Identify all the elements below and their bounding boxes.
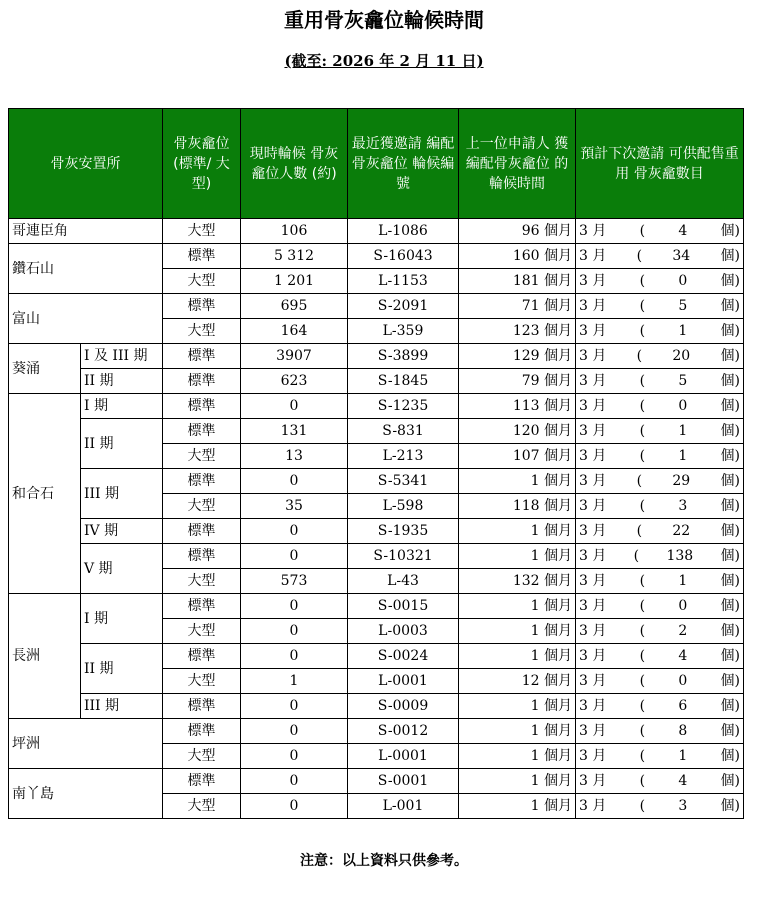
next-month: 3 月 bbox=[579, 673, 607, 689]
unit-close: 個) bbox=[720, 448, 740, 464]
cell-time: 1 個月 bbox=[459, 519, 576, 544]
cell-type: 大型 bbox=[163, 569, 241, 594]
next-month: 3 月 bbox=[579, 523, 607, 539]
table-row bbox=[9, 394, 744, 419]
cell-type: 標準 bbox=[163, 694, 241, 719]
next-count: 0 bbox=[678, 673, 688, 689]
columbarium-table bbox=[8, 108, 744, 819]
cell-next bbox=[576, 719, 744, 744]
cell-type: 標準 bbox=[163, 294, 241, 319]
unit-close: 個) bbox=[720, 623, 740, 639]
phase-name: I 及 III 期 bbox=[81, 344, 163, 369]
next-month: 3 月 bbox=[579, 273, 607, 289]
unit-close: 個) bbox=[720, 598, 740, 614]
phase-name: II 期 bbox=[81, 419, 163, 469]
cell-latest: L-598 bbox=[348, 494, 459, 519]
cell-next bbox=[576, 594, 744, 619]
cell-next bbox=[576, 519, 744, 544]
cell-latest: L-0001 bbox=[348, 744, 459, 769]
cell-latest: L-0003 bbox=[348, 619, 459, 644]
cell-next bbox=[576, 294, 744, 319]
cell-latest: S-5341 bbox=[348, 469, 459, 494]
cell-latest: L-1086 bbox=[348, 219, 459, 244]
cell-waiting: 0 bbox=[241, 594, 348, 619]
unit-close: 個) bbox=[720, 698, 740, 714]
cell-type: 標準 bbox=[163, 544, 241, 569]
cell-time: 129 個月 bbox=[459, 344, 576, 369]
phase-name: I 期 bbox=[81, 394, 163, 419]
cell-time: 1 個月 bbox=[459, 794, 576, 819]
cell-latest: S-1845 bbox=[348, 369, 459, 394]
cell-waiting: 695 bbox=[241, 294, 348, 319]
next-count: 8 bbox=[678, 723, 688, 739]
cell-latest: S-10321 bbox=[348, 544, 459, 569]
next-count: 4 bbox=[678, 223, 688, 239]
unit-close: 個) bbox=[720, 223, 740, 239]
next-count: 1 bbox=[678, 323, 688, 339]
unit-close: 個) bbox=[720, 673, 740, 689]
phase-name: II 期 bbox=[81, 369, 163, 394]
next-month: 3 月 bbox=[579, 723, 607, 739]
next-count: 138 bbox=[666, 548, 694, 564]
cell-latest: S-2091 bbox=[348, 294, 459, 319]
site-name: 葵涌 bbox=[9, 344, 81, 394]
cell-next bbox=[576, 394, 744, 419]
site-name: 富山 bbox=[9, 294, 163, 344]
cell-waiting: 0 bbox=[241, 544, 348, 569]
unit-close: 個) bbox=[720, 798, 740, 814]
unit-close: 個) bbox=[720, 323, 740, 339]
cell-type: 標準 bbox=[163, 469, 241, 494]
unit-open: ( bbox=[639, 573, 646, 589]
cell-waiting: 106 bbox=[241, 219, 348, 244]
header-latest: 最近獲邀請 編配骨灰龕位 輪候編號 bbox=[348, 109, 459, 219]
table-row bbox=[9, 644, 744, 669]
cell-next bbox=[576, 569, 744, 594]
next-month: 3 月 bbox=[579, 448, 607, 464]
table-row bbox=[9, 419, 744, 444]
next-count: 0 bbox=[678, 398, 688, 414]
cell-waiting: 0 bbox=[241, 619, 348, 644]
next-month: 3 月 bbox=[579, 223, 607, 239]
cell-waiting: 164 bbox=[241, 319, 348, 344]
cell-next bbox=[576, 219, 744, 244]
cell-time: 1 個月 bbox=[459, 744, 576, 769]
next-month: 3 月 bbox=[579, 398, 607, 414]
next-count: 34 bbox=[672, 248, 691, 264]
cell-type: 大型 bbox=[163, 794, 241, 819]
cell-time: 79 個月 bbox=[459, 369, 576, 394]
cell-time: 120 個月 bbox=[459, 419, 576, 444]
next-month: 3 月 bbox=[579, 473, 607, 489]
unit-open: ( bbox=[639, 448, 646, 464]
unit-open: ( bbox=[639, 273, 646, 289]
unit-close: 個) bbox=[720, 523, 740, 539]
phase-name: V 期 bbox=[81, 544, 163, 594]
cell-latest: S-0012 bbox=[348, 719, 459, 744]
unit-open: ( bbox=[633, 548, 640, 564]
unit-close: 個) bbox=[720, 723, 740, 739]
unit-open: ( bbox=[639, 623, 646, 639]
cell-next bbox=[576, 644, 744, 669]
cell-waiting: 623 bbox=[241, 369, 348, 394]
cell-latest: L-43 bbox=[348, 569, 459, 594]
unit-close: 個) bbox=[720, 298, 740, 314]
cell-time: 1 個月 bbox=[459, 469, 576, 494]
cell-waiting: 0 bbox=[241, 769, 348, 794]
unit-open: ( bbox=[639, 598, 646, 614]
unit-close: 個) bbox=[720, 648, 740, 664]
cell-time: 12 個月 bbox=[459, 669, 576, 694]
table-row bbox=[9, 219, 744, 244]
header-site: 骨灰安置所 bbox=[9, 109, 163, 219]
unit-open: ( bbox=[639, 723, 646, 739]
cell-waiting: 35 bbox=[241, 494, 348, 519]
next-count: 20 bbox=[672, 348, 691, 364]
next-month: 3 月 bbox=[579, 498, 607, 514]
table-row bbox=[9, 469, 744, 494]
cell-latest: L-1153 bbox=[348, 269, 459, 294]
next-count: 1 bbox=[678, 748, 688, 764]
cell-type: 標準 bbox=[163, 769, 241, 794]
phase-name: III 期 bbox=[81, 694, 163, 719]
cell-waiting: 0 bbox=[241, 644, 348, 669]
cell-latest: S-1935 bbox=[348, 519, 459, 544]
cell-time: 1 個月 bbox=[459, 544, 576, 569]
next-count: 5 bbox=[678, 373, 688, 389]
header-waiting: 現時輪候 骨灰龕位人數 (約) bbox=[241, 109, 348, 219]
next-month: 3 月 bbox=[579, 323, 607, 339]
cell-time: 1 個月 bbox=[459, 769, 576, 794]
cell-type: 大型 bbox=[163, 219, 241, 244]
next-count: 3 bbox=[678, 798, 688, 814]
unit-open: ( bbox=[639, 398, 646, 414]
unit-close: 個) bbox=[720, 273, 740, 289]
phase-name: IV 期 bbox=[81, 519, 163, 544]
cell-latest: L-0001 bbox=[348, 669, 459, 694]
cell-next bbox=[576, 619, 744, 644]
cell-time: 132 個月 bbox=[459, 569, 576, 594]
unit-open: ( bbox=[639, 673, 646, 689]
next-month: 3 月 bbox=[579, 623, 607, 639]
cell-time: 118 個月 bbox=[459, 494, 576, 519]
page-title: 重用骨灰龕位輪候時間 bbox=[284, 8, 484, 32]
header-time: 上一位申請人 獲編配骨灰龕位 的輪候時間 bbox=[459, 109, 576, 219]
next-month: 3 月 bbox=[579, 773, 607, 789]
unit-open: ( bbox=[639, 698, 646, 714]
next-count: 29 bbox=[672, 473, 691, 489]
unit-close: 個) bbox=[720, 423, 740, 439]
unit-open: ( bbox=[639, 323, 646, 339]
cell-time: 123 個月 bbox=[459, 319, 576, 344]
cell-waiting: 0 bbox=[241, 694, 348, 719]
table-row bbox=[9, 294, 744, 319]
cell-next bbox=[576, 444, 744, 469]
next-month: 3 月 bbox=[579, 373, 607, 389]
unit-open: ( bbox=[636, 523, 643, 539]
cell-type: 標準 bbox=[163, 244, 241, 269]
table-row bbox=[9, 244, 744, 269]
cell-latest: S-0009 bbox=[348, 694, 459, 719]
next-month: 3 月 bbox=[579, 573, 607, 589]
table-row bbox=[9, 344, 744, 369]
cell-latest: L-359 bbox=[348, 319, 459, 344]
unit-open: ( bbox=[636, 348, 643, 364]
table-row bbox=[9, 594, 744, 619]
unit-open: ( bbox=[636, 473, 643, 489]
cell-next bbox=[576, 494, 744, 519]
unit-close: 個) bbox=[720, 748, 740, 764]
unit-open: ( bbox=[639, 423, 646, 439]
cell-time: 107 個月 bbox=[459, 444, 576, 469]
cell-latest: S-1235 bbox=[348, 394, 459, 419]
cell-time: 1 個月 bbox=[459, 594, 576, 619]
site-name: 鑽石山 bbox=[9, 244, 163, 294]
next-month: 3 月 bbox=[579, 648, 607, 664]
footnote: 注意：以上資料只供參考。 bbox=[300, 853, 468, 869]
cell-time: 1 個月 bbox=[459, 644, 576, 669]
unit-open: ( bbox=[639, 798, 646, 814]
table-row bbox=[9, 694, 744, 719]
unit-open: ( bbox=[639, 223, 646, 239]
unit-open: ( bbox=[639, 648, 646, 664]
cell-time: 113 個月 bbox=[459, 394, 576, 419]
cell-next bbox=[576, 344, 744, 369]
cell-time: 96 個月 bbox=[459, 219, 576, 244]
unit-open: ( bbox=[639, 298, 646, 314]
cell-waiting: 0 bbox=[241, 519, 348, 544]
unit-close: 個) bbox=[720, 248, 740, 264]
cell-waiting: 0 bbox=[241, 719, 348, 744]
next-count: 3 bbox=[678, 498, 688, 514]
next-count: 6 bbox=[678, 698, 688, 714]
unit-open: ( bbox=[639, 773, 646, 789]
cell-type: 大型 bbox=[163, 669, 241, 694]
table-row bbox=[9, 544, 744, 569]
next-count: 5 bbox=[678, 298, 688, 314]
cell-type: 標準 bbox=[163, 644, 241, 669]
cell-waiting: 131 bbox=[241, 419, 348, 444]
cell-type: 標準 bbox=[163, 719, 241, 744]
cell-type: 標準 bbox=[163, 419, 241, 444]
unit-close: 個) bbox=[720, 498, 740, 514]
unit-close: 個) bbox=[720, 773, 740, 789]
cell-waiting: 3907 bbox=[241, 344, 348, 369]
cell-time: 160 個月 bbox=[459, 244, 576, 269]
phase-name: II 期 bbox=[81, 644, 163, 694]
cell-time: 1 個月 bbox=[459, 694, 576, 719]
cell-type: 大型 bbox=[163, 619, 241, 644]
site-name: 坪洲 bbox=[9, 719, 163, 769]
phase-name: I 期 bbox=[81, 594, 163, 644]
cell-type: 大型 bbox=[163, 269, 241, 294]
next-month: 3 月 bbox=[579, 423, 607, 439]
next-count: 22 bbox=[672, 523, 691, 539]
cell-latest: S-0024 bbox=[348, 644, 459, 669]
cell-type: 標準 bbox=[163, 519, 241, 544]
cell-waiting: 0 bbox=[241, 469, 348, 494]
cell-waiting: 1 bbox=[241, 669, 348, 694]
cell-type: 標準 bbox=[163, 369, 241, 394]
cell-latest: L-213 bbox=[348, 444, 459, 469]
table-row bbox=[9, 719, 744, 744]
header-type: 骨灰龕位 (標準/ 大型) bbox=[163, 109, 241, 219]
next-count: 1 bbox=[678, 448, 688, 464]
next-month: 3 月 bbox=[579, 798, 607, 814]
as-of-date: (截至: 2026 年 2 月 11 日) bbox=[284, 52, 484, 70]
cell-type: 標準 bbox=[163, 594, 241, 619]
cell-latest: S-16043 bbox=[348, 244, 459, 269]
cell-next bbox=[576, 769, 744, 794]
unit-close: 個) bbox=[720, 548, 740, 564]
cell-next bbox=[576, 544, 744, 569]
unit-open: ( bbox=[639, 498, 646, 514]
next-count: 0 bbox=[678, 273, 688, 289]
cell-next bbox=[576, 469, 744, 494]
cell-type: 大型 bbox=[163, 319, 241, 344]
unit-open: ( bbox=[639, 748, 646, 764]
cell-next bbox=[576, 419, 744, 444]
cell-waiting: 0 bbox=[241, 744, 348, 769]
cell-type: 大型 bbox=[163, 444, 241, 469]
cell-waiting: 0 bbox=[241, 394, 348, 419]
next-month: 3 月 bbox=[579, 748, 607, 764]
unit-close: 個) bbox=[720, 373, 740, 389]
cell-next bbox=[576, 244, 744, 269]
cell-next bbox=[576, 369, 744, 394]
cell-latest: S-0015 bbox=[348, 594, 459, 619]
cell-waiting: 1 201 bbox=[241, 269, 348, 294]
cell-next bbox=[576, 744, 744, 769]
cell-latest: S-831 bbox=[348, 419, 459, 444]
cell-time: 1 個月 bbox=[459, 619, 576, 644]
cell-waiting: 0 bbox=[241, 794, 348, 819]
cell-latest: S-3899 bbox=[348, 344, 459, 369]
header-next: 預計下次邀請 可供配售重用 骨灰龕數目 bbox=[576, 109, 744, 219]
cell-next bbox=[576, 669, 744, 694]
cell-next bbox=[576, 319, 744, 344]
table-row bbox=[9, 769, 744, 794]
table-header-row bbox=[9, 109, 744, 219]
unit-close: 個) bbox=[720, 348, 740, 364]
table-row bbox=[9, 519, 744, 544]
cell-next bbox=[576, 794, 744, 819]
site-name: 南丫島 bbox=[9, 769, 163, 819]
cell-latest: L-001 bbox=[348, 794, 459, 819]
next-count: 0 bbox=[678, 598, 688, 614]
cell-waiting: 13 bbox=[241, 444, 348, 469]
next-month: 3 月 bbox=[579, 298, 607, 314]
next-count: 2 bbox=[678, 623, 688, 639]
cell-latest: S-0001 bbox=[348, 769, 459, 794]
unit-open: ( bbox=[639, 373, 646, 389]
cell-type: 大型 bbox=[163, 744, 241, 769]
site-name: 和合石 bbox=[9, 394, 81, 594]
cell-waiting: 573 bbox=[241, 569, 348, 594]
unit-close: 個) bbox=[720, 398, 740, 414]
next-month: 3 月 bbox=[579, 698, 607, 714]
next-month: 3 月 bbox=[579, 348, 607, 364]
next-month: 3 月 bbox=[579, 248, 607, 264]
table-row bbox=[9, 369, 744, 394]
site-name: 長洲 bbox=[9, 594, 81, 719]
cell-type: 標準 bbox=[163, 344, 241, 369]
site-name: 哥連臣角 bbox=[9, 219, 163, 244]
next-count: 1 bbox=[678, 573, 688, 589]
phase-name: III 期 bbox=[81, 469, 163, 519]
next-month: 3 月 bbox=[579, 598, 607, 614]
next-month: 3 月 bbox=[579, 548, 607, 564]
cell-time: 181 個月 bbox=[459, 269, 576, 294]
cell-next bbox=[576, 269, 744, 294]
unit-close: 個) bbox=[720, 573, 740, 589]
unit-close: 個) bbox=[720, 473, 740, 489]
cell-type: 標準 bbox=[163, 394, 241, 419]
cell-next bbox=[576, 694, 744, 719]
unit-open: ( bbox=[636, 248, 643, 264]
cell-time: 1 個月 bbox=[459, 719, 576, 744]
next-count: 1 bbox=[678, 423, 688, 439]
cell-time: 71 個月 bbox=[459, 294, 576, 319]
cell-type: 大型 bbox=[163, 494, 241, 519]
next-count: 4 bbox=[678, 648, 688, 664]
next-count: 4 bbox=[678, 773, 688, 789]
cell-waiting: 5 312 bbox=[241, 244, 348, 269]
